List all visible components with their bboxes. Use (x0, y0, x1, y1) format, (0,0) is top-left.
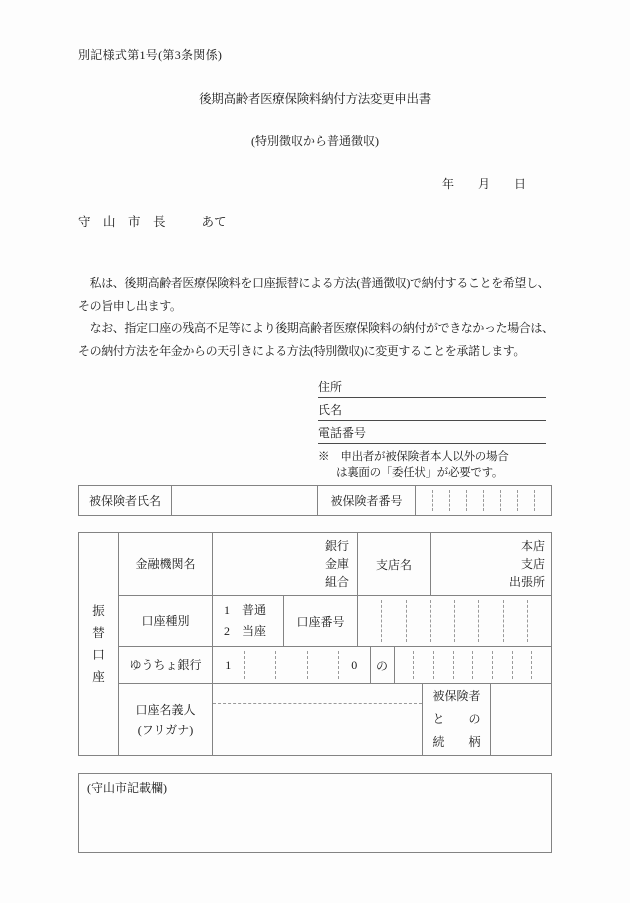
digit-cell[interactable] (472, 651, 492, 679)
digit-cell[interactable] (454, 600, 478, 642)
institution-name-input[interactable] (212, 533, 357, 595)
account-holder-label-line1: 口座名義人 (135, 702, 196, 717)
account-holder-label-line2: (フリガナ) (137, 722, 194, 737)
declaration-line: なお、指定口座の残高不足等により後期高齢者医療保険料の納付ができなかった場合は、 (78, 321, 554, 335)
transfer-account-header-char: 振 (92, 604, 105, 618)
phone-label: 電話番号 (318, 426, 367, 440)
transfer-account-header (79, 533, 119, 755)
name-label: 氏名 (318, 403, 343, 417)
addressee-name: 守 山 市 長 (78, 215, 166, 229)
account-number-cells[interactable] (357, 596, 551, 646)
institution-suffix: 銀行 (324, 539, 349, 553)
relation-to-insured-input[interactable] (490, 684, 551, 755)
name-field[interactable] (318, 398, 546, 421)
yucho-number-digit-group[interactable] (395, 647, 552, 683)
address-field[interactable] (318, 375, 546, 398)
holder-name-input[interactable] (213, 704, 422, 755)
date-line: 年 月 日 (441, 177, 526, 191)
branch-label: 支店名 (357, 533, 430, 595)
yucho-bank-label: ゆうちょ銀行 (129, 658, 202, 672)
city-office-use-box (78, 773, 552, 853)
account-holder-input[interactable] (212, 684, 422, 755)
transfer-account-header-char: 口 (92, 648, 105, 662)
form-subtitle: (特別徴収から普通徴収) (251, 134, 379, 148)
account-holder-row (119, 683, 551, 755)
account-type-option-current[interactable]: 2 当座 (224, 624, 267, 638)
digit-cell[interactable] (466, 490, 483, 511)
branch-suffix: 本店 (520, 539, 545, 553)
transfer-account-table (78, 532, 552, 756)
yucho-symbol-cells[interactable] (212, 647, 370, 683)
digit-cell[interactable] (381, 600, 405, 642)
yucho-symbol-last-digit: 0 (338, 651, 370, 679)
declaration-text (78, 272, 552, 362)
branch-suffix: 支店 (520, 557, 545, 571)
addressee-suffix: あて (201, 215, 227, 229)
proxy-note-line1: ※ 申出者が被保険者本人以外の場合 (318, 451, 509, 463)
applicant-block (318, 375, 546, 481)
proxy-note (318, 449, 546, 481)
relation-label-line: 被保険者 (432, 689, 481, 703)
addressee-line (78, 212, 552, 230)
digit-cell[interactable] (433, 651, 453, 679)
declaration-line: その旨申し出ます。 (78, 298, 182, 313)
digit-cell[interactable] (413, 651, 433, 679)
yucho-number-cells[interactable] (394, 647, 552, 683)
relation-label-line: 続 柄 (432, 735, 481, 749)
yucho-row (119, 646, 551, 683)
digit-cell[interactable] (307, 651, 339, 679)
institution-suffix: 金庫 (324, 557, 349, 571)
insured-person-table (78, 485, 552, 516)
address-label: 住所 (318, 380, 343, 394)
digit-cell[interactable] (483, 490, 500, 511)
insured-name-input[interactable] (171, 486, 317, 515)
digit-cell[interactable] (531, 651, 551, 679)
account-holder-label (119, 684, 212, 755)
transfer-account-header-char: 替 (92, 626, 105, 640)
account-type-options[interactable] (212, 596, 283, 646)
account-number-label: 口座番号 (283, 596, 357, 646)
relation-label-line: と の (432, 712, 481, 726)
account-type-label: 口座種別 (141, 614, 190, 628)
digit-cell[interactable] (275, 651, 307, 679)
insured-number-digit-group[interactable] (416, 486, 551, 515)
institution-label: 金融機関名 (135, 557, 196, 571)
institution-row (119, 533, 551, 595)
digit-cell[interactable] (512, 651, 532, 679)
account-type-option-ordinary[interactable]: 1 普通 (224, 603, 267, 617)
insured-name-label: 被保険者氏名 (88, 494, 161, 508)
digit-cell[interactable] (358, 600, 381, 642)
digit-cell[interactable] (395, 651, 414, 679)
yucho-symbol-first-digit: 1 (225, 657, 232, 672)
account-type-row (119, 595, 551, 646)
account-number-digit-group[interactable] (358, 596, 551, 646)
yucho-connector: の (370, 647, 394, 683)
digit-cell[interactable] (517, 490, 534, 511)
form-title: 後期高齢者医療保険料納付方法変更申出書 (199, 92, 431, 106)
form-number: 別記様式第1号(第3条関係) (78, 48, 223, 62)
yucho-symbol-digit-group[interactable] (213, 647, 370, 683)
digit-cell[interactable] (406, 600, 430, 642)
city-office-use-label: (守山市記載欄) (87, 781, 167, 795)
digit-cell[interactable] (416, 490, 432, 511)
digit-cell[interactable] (432, 490, 449, 511)
holder-furigana-input[interactable] (213, 684, 422, 704)
digit-cell[interactable] (453, 651, 473, 679)
digit-cell[interactable] (500, 490, 517, 511)
relation-to-insured-label (422, 684, 490, 755)
digit-cell[interactable] (492, 651, 512, 679)
insured-number-cells[interactable] (415, 486, 551, 515)
digit-cell[interactable] (449, 490, 466, 511)
digit-cell[interactable] (527, 600, 551, 642)
transfer-account-header-char: 座 (92, 670, 105, 684)
institution-suffix: 組合 (324, 575, 349, 589)
digit-cell[interactable] (478, 600, 502, 642)
insured-number-label: 被保険者番号 (317, 486, 415, 515)
declaration-line: 私は、後期高齢者医療保険料を口座振替による方法(普通徴収)で納付することを希望し、 (78, 276, 550, 290)
digit-cell[interactable] (534, 490, 551, 511)
branch-name-input[interactable] (430, 533, 551, 595)
proxy-note-line2: は裏面の「委任状」が必要です。 (336, 467, 504, 479)
branch-suffix: 出張所 (508, 575, 545, 589)
digit-cell[interactable] (503, 600, 527, 642)
digit-cell[interactable] (244, 651, 276, 679)
digit-cell[interactable] (430, 600, 454, 642)
phone-field[interactable] (318, 421, 546, 444)
declaration-line: その納付方法を年金からの天引きによる方法(特別徴収)に変更することを承諾します。 (78, 343, 526, 358)
